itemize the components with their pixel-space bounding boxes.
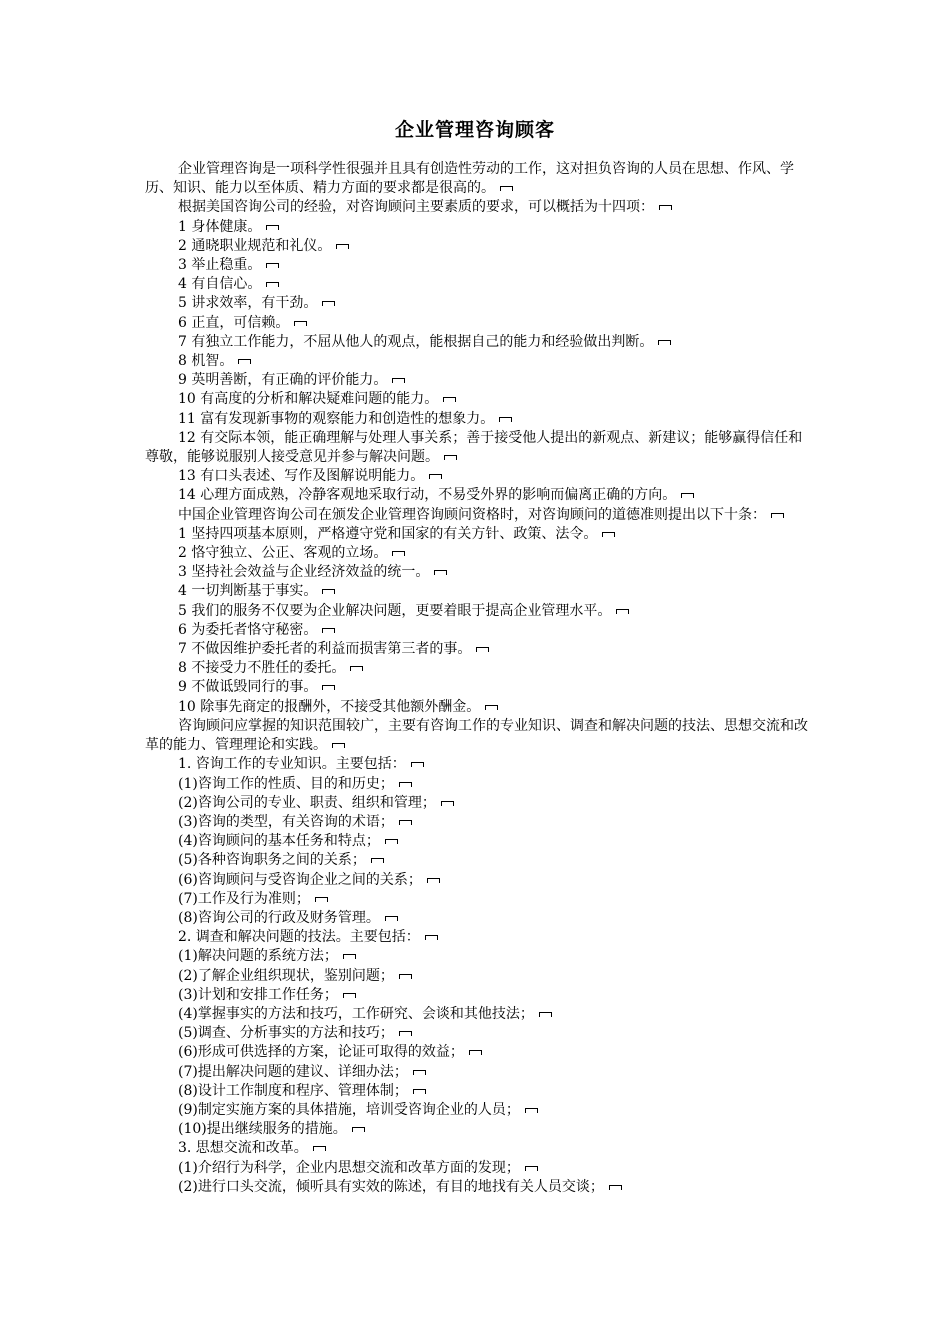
paragraph-mark-icon xyxy=(413,1089,426,1094)
paragraph-mark-icon xyxy=(343,993,356,998)
paragraph-mark-icon xyxy=(443,397,456,402)
list-item: 2 恪守独立、公正、客观的立场。 xyxy=(145,544,815,563)
list-item: 14 心理方面成熟，冷静客观地采取行动，不易受外界的影响而偏离正确的方向。 xyxy=(145,486,815,505)
paragraph-mark-icon xyxy=(336,244,349,249)
paragraph-mark-icon xyxy=(681,493,694,498)
list-item: (4)咨询顾问的基本任务和特点； xyxy=(145,832,815,851)
paragraph-mark-icon xyxy=(525,1166,538,1171)
document-title: 企业管理咨询顾客 xyxy=(394,119,555,141)
paragraph-mark-icon xyxy=(602,532,615,537)
list-item: 4 一切判断基于事实。 xyxy=(145,582,815,601)
list-item: (3)咨询的类型，有关咨询的术语； xyxy=(145,813,815,832)
list-item: 4 有自信心。 xyxy=(145,275,815,294)
list-item: 9 英明善断，有正确的评价能力。 xyxy=(145,371,815,390)
paragraph-mark-icon xyxy=(392,551,405,556)
paragraph-mark-icon xyxy=(476,647,489,652)
paragraph-mark-icon xyxy=(441,801,454,806)
paragraph-mark-icon xyxy=(399,782,412,787)
paragraph-mark-icon xyxy=(427,878,440,883)
paragraph-mark-icon xyxy=(399,974,412,979)
paragraph-mark-icon xyxy=(313,1146,326,1151)
paragraph-mark-icon xyxy=(429,474,442,479)
list-item: (6)形成可供选择的方案，论证可取得的效益； xyxy=(145,1043,815,1062)
list-item: (9)制定实施方案的具体措施，培训受咨询企业的人员； xyxy=(145,1101,815,1120)
list-item: (4)掌握事实的方法和技巧，工作研究、会谈和其他技法； xyxy=(145,1005,815,1024)
list-item: 9 不做诋毁同行的事。 xyxy=(145,678,815,697)
list-item: 6 正直，可信赖。 xyxy=(145,314,815,333)
list-item: 1 身体健康。 xyxy=(145,218,815,237)
section-heading: 2. 调查和解决问题的技法。主要包括： xyxy=(145,928,815,947)
list-item: (1)介绍行为科学，企业内思想交流和改革方面的发现； xyxy=(145,1159,815,1178)
paragraph-mark-icon xyxy=(371,858,384,863)
paragraph-mark-icon xyxy=(343,954,356,959)
paragraph-mark-icon xyxy=(392,378,405,383)
list-item: (8)咨询公司的行政及财务管理。 xyxy=(145,909,815,928)
paragraph-mark-icon xyxy=(315,897,328,902)
paragraph-mark-icon xyxy=(385,839,398,844)
list-item: 3 举止稳重。 xyxy=(145,256,815,275)
list-item: (7)提出解决问题的建议、详细办法； xyxy=(145,1063,815,1082)
paragraph-mark-icon xyxy=(238,359,251,364)
paragraph-mark-icon xyxy=(413,1070,426,1075)
list-item: 1 坚持四项基本原则，严格遵守党和国家的有关方针、政策、法令。 xyxy=(145,525,815,544)
list-item: 3 坚持社会效益与企业经济效益的统一。 xyxy=(145,563,815,582)
list-item: 7 不做因维护委托者的利益而损害第三者的事。 xyxy=(145,640,815,659)
paragraph-mark-icon xyxy=(266,282,279,287)
list-item: 10 除事先商定的报酬外，不接受其他额外酬金。 xyxy=(145,698,815,717)
list-item: 5 我们的服务不仅要为企业解决问题，更要着眼于提高企业管理水平。 xyxy=(145,602,815,621)
paragraph-mark-icon xyxy=(352,1127,365,1132)
list-item: (10)提出继续服务的措施。 xyxy=(145,1120,815,1139)
paragraph-mark-icon xyxy=(294,321,307,326)
list-item: (8)设计工作制度和程序、管理体制； xyxy=(145,1082,815,1101)
document-body xyxy=(145,160,815,1197)
paragraph-mark-icon xyxy=(525,1108,538,1113)
paragraph-mark-icon xyxy=(322,589,335,594)
paragraph-mark-icon xyxy=(322,628,335,633)
list-item: (3)计划和安排工作任务； xyxy=(145,986,815,1005)
paragraph-mark-icon xyxy=(266,225,279,230)
list-item: (1)解决问题的系统方法； xyxy=(145,947,815,966)
list-item: 8 机智。 xyxy=(145,352,815,371)
list-item: (2)进行口头交流，倾听具有实效的陈述，有目的地找有关人员交谈； xyxy=(145,1178,815,1197)
paragraph-mark-icon xyxy=(539,1012,552,1017)
list-item: 11 富有发现新事物的观察能力和创造性的想象力。 xyxy=(145,410,815,429)
list-item: 2 通晓职业规范和礼仪。 xyxy=(145,237,815,256)
paragraph-mark-icon xyxy=(658,340,671,345)
paragraph-mark-icon xyxy=(350,666,363,671)
paragraph-mark-icon xyxy=(385,916,398,921)
list-item: (2)了解企业组织现状，鉴别问题； xyxy=(145,967,815,986)
paragraph-mark-icon xyxy=(425,935,438,940)
list-item: (5)各种咨询职务之间的关系； xyxy=(145,851,815,870)
paragraph-mark-icon xyxy=(399,1031,412,1036)
list-item: (6)咨询顾问与受咨询企业之间的关系； xyxy=(145,871,815,890)
paragraph: 中国企业管理咨询公司在颁发企业管理咨询顾问资格时，对咨询顾问的道德准则提出以下十条： xyxy=(145,506,815,525)
paragraph-mark-icon xyxy=(322,301,335,306)
list-item: (5)调查、分析事实的方法和技巧； xyxy=(145,1024,815,1043)
paragraph-mark-icon xyxy=(434,570,447,575)
paragraph-mark-icon xyxy=(499,417,512,422)
list-item: 10 有高度的分析和解决疑难问题的能力。 xyxy=(145,390,815,409)
paragraph-mark-icon xyxy=(500,186,513,191)
paragraph: 咨询顾问应掌握的知识范围较广，主要有咨询工作的专业知识、调查和解决问题的技法、思想交流和改革的能力、管理理论和实践。 xyxy=(145,717,808,754)
list-item: (1)咨询工作的性质、目的和历史； xyxy=(145,775,815,794)
paragraph-mark-icon xyxy=(771,513,784,518)
paragraph-mark-icon xyxy=(659,205,672,210)
list-item: 7 有独立工作能力，不屈从他人的观点，能根据自己的能力和经验做出判断。 xyxy=(145,333,815,352)
paragraph-mark-icon xyxy=(266,263,279,268)
paragraph-mark-icon xyxy=(322,685,335,690)
paragraph-mark-icon xyxy=(411,762,424,767)
list-item: (2)咨询公司的专业、职责、组织和管理； xyxy=(145,794,815,813)
paragraph: 根据美国咨询公司的经验，对咨询顾问主要素质的要求，可以概括为十四项： xyxy=(145,198,815,217)
paragraph-mark-icon xyxy=(444,455,457,460)
paragraph-mark-icon xyxy=(469,1050,482,1055)
paragraph-mark-icon xyxy=(332,743,345,748)
section-heading: 3. 思想交流和改革。 xyxy=(145,1139,815,1158)
paragraph-mark-icon xyxy=(485,705,498,710)
list-item: 5 讲求效率，有干劲。 xyxy=(145,294,815,313)
section-heading: 1. 咨询工作的专业知识。主要包括： xyxy=(145,755,815,774)
list-item: (7)工作及行为准则； xyxy=(145,890,815,909)
list-item: 13 有口头表述、写作及图解说明能力。 xyxy=(145,467,815,486)
list-item: 6 为委托者恪守秘密。 xyxy=(145,621,815,640)
list-item: 8 不接受力不胜任的委托。 xyxy=(145,659,815,678)
paragraph-mark-icon xyxy=(399,820,412,825)
list-item: 12 有交际本领，能正确理解与处理人事关系；善于接受他人提出的新观点、新建议；能够赢得信任和尊敬，能够说服别人接受意见并参与解决问题。 xyxy=(145,429,803,466)
paragraph: 企业管理咨询是一项科学性很强并且具有创造性劳动的工作，这对担负咨询的人员在思想、作风、学历、知识、能力以至体质、精力方面的要求都是很高的。 xyxy=(145,161,794,197)
paragraph-mark-icon xyxy=(609,1185,622,1190)
paragraph-mark-icon xyxy=(616,609,629,614)
